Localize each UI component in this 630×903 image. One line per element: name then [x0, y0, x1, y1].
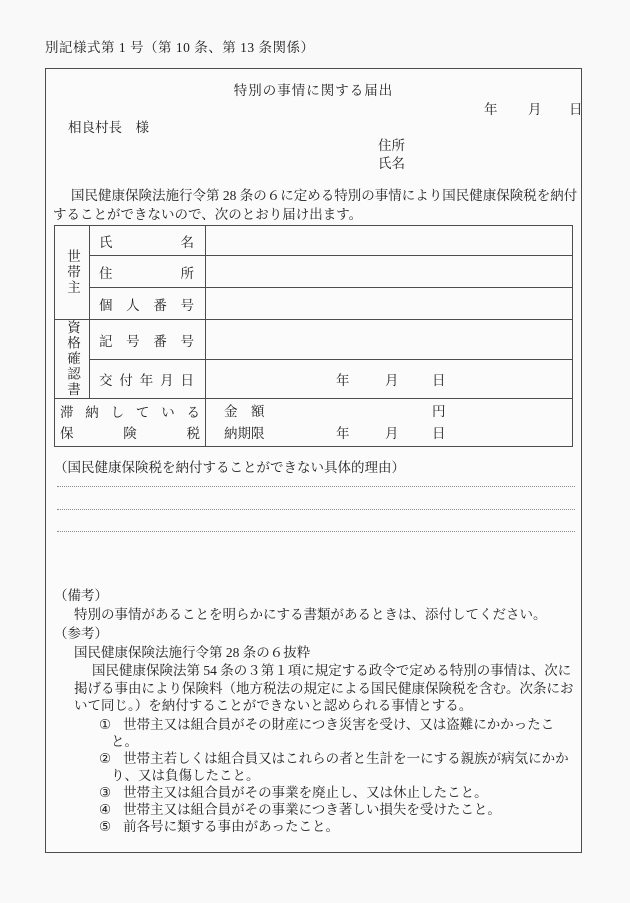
arrears-amount-line [206, 401, 572, 423]
reason-line[interactable] [57, 477, 575, 487]
notes-section [46, 586, 581, 835]
value-cell-symbol-number[interactable] [206, 320, 573, 360]
header-month-label: 月 [528, 102, 542, 117]
table-row [55, 256, 573, 288]
biko-text: 特別の事情があることを明らかにする書類があるときは、添付してください。 [74, 607, 547, 622]
row-label-symbol-number: 記 号 番 号 [90, 320, 206, 360]
value-cell-address[interactable] [206, 256, 573, 288]
excerpt-line-3: いて同じ。）を納付することができないと認められる事情とする。 [74, 698, 473, 713]
item-text: 世帯主又は組合員がその事業を廃止し、又は休止したこと。 [123, 784, 488, 800]
excerpt-title: 国民健康保険法施行令第 28 条の６抜粋 [74, 645, 311, 660]
list-item [54, 818, 571, 835]
reason-line[interactable] [57, 487, 575, 510]
table-group-householder: 世帯主 [55, 226, 90, 320]
row-label-personal-number: 個 人 番 号 [90, 288, 206, 320]
due-month-label: 月 [385, 425, 399, 441]
item-number: ① [99, 716, 112, 732]
row-label-name: 氏 名 [90, 226, 206, 256]
header-year-label: 年 [484, 102, 498, 117]
issue-day-label: 日 [432, 373, 446, 388]
value-cell-issue-date[interactable] [206, 360, 573, 399]
item-number: ② [99, 750, 112, 766]
address-label: 住所 [378, 138, 405, 153]
intro-line-1: 国民健康保険法施行令第 28 条の６に定める特別の事情により国民健康保険税を納付 [71, 188, 578, 203]
item-text: 世帯主若しくは組合員又はこれらの者と生計を一にする親族が病気にかかり、又は負傷したこと。 [111, 750, 569, 783]
reason-write-in-area [57, 477, 575, 532]
form-box [45, 68, 582, 853]
item-text: 前各号に類する事由があったこと。 [123, 818, 339, 834]
header-date-line [46, 101, 581, 119]
addressee: 相良村長 様 [68, 120, 149, 135]
form-table [54, 225, 573, 447]
list-item [54, 784, 571, 801]
issue-month-label: 月 [385, 373, 399, 388]
yen-label: 円 [432, 403, 446, 419]
reason-line[interactable] [57, 510, 575, 532]
intro-line-2: することができないので、次のとおり届け出ます。 [53, 206, 363, 222]
due-year-label: 年 [336, 425, 350, 441]
reason-heading: （国民健康保険税を納付することができない具体的理由） [54, 460, 405, 475]
reference-item-list [54, 716, 571, 835]
item-text: 世帯主又は組合員がその財産につき災害を受け、又は盗難にかかったこと。 [111, 716, 555, 749]
item-text: 世帯主又は組合員がその事業につき著しい損失を受けたこと。 [123, 801, 501, 817]
item-number: ④ [99, 801, 112, 817]
table-group-certificate: 資格確認書 [55, 320, 90, 399]
form-style-number: 別記様式第 1 号（第 10 条、第 13 条関係） [45, 40, 315, 55]
arrears-due-line [206, 423, 572, 445]
list-item [54, 750, 571, 784]
table-row [55, 226, 573, 256]
issue-year-label: 年 [336, 373, 350, 388]
intro-paragraph [46, 187, 581, 224]
name-label: 氏名 [378, 156, 405, 171]
header-day-label: 日 [569, 102, 583, 117]
value-cell-name[interactable] [206, 226, 573, 256]
sanko-heading: （参考） [54, 626, 108, 641]
applicant-block [378, 137, 581, 173]
row-label-address: 住 所 [90, 256, 206, 288]
table-row [55, 399, 573, 447]
value-cell-personal-number[interactable] [206, 288, 573, 320]
item-number: ③ [99, 784, 112, 800]
excerpt-line-1: 国民健康保険法第 54 条の３第１項に規定する政令で定める特別の事情は、次に [92, 663, 572, 678]
row-label-issue-date: 交 付 年 月 日 [90, 360, 206, 399]
excerpt-body [74, 662, 574, 715]
value-cell-arrears[interactable] [206, 399, 573, 447]
table-row [55, 360, 573, 399]
due-day-label: 日 [432, 425, 446, 441]
row-label-arrears-tax: 滞 納 し て い る 保 険 税 [55, 399, 206, 447]
table-row [55, 320, 573, 360]
item-number: ⑤ [99, 818, 112, 834]
list-item [54, 716, 571, 750]
due-date-label: 納期限 [224, 425, 265, 441]
amount-label: 金 額 [224, 403, 265, 419]
form-title: 特別の事情に関する届出 [233, 83, 394, 98]
list-item [54, 801, 571, 818]
biko-heading: （備考） [54, 588, 108, 603]
excerpt-line-2: 掲げる事由により保険料（地方税法の規定による国民健康保険税を含む。次条にお [74, 680, 574, 696]
table-row [55, 288, 573, 320]
